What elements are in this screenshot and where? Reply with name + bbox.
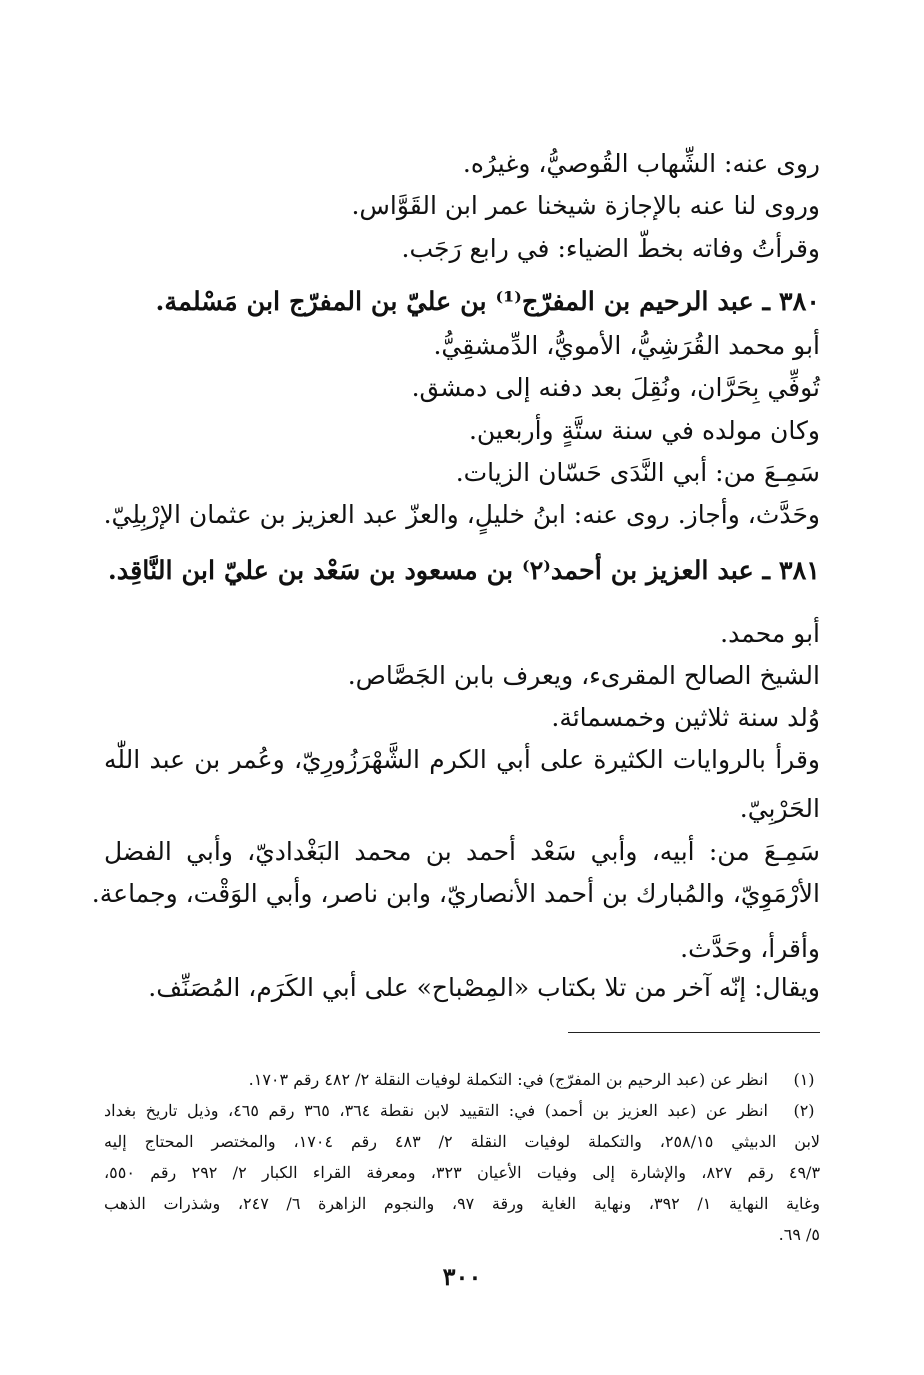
entry-heading-381: ٣٨١ ـ عبد العزيز بن أحمد⁽٢⁾ بن مسعود بن سَعْد بن عليّ ابن النَّاقِد. — [107, 556, 820, 586]
footnote-number: (١) — [793, 1070, 815, 1089]
body-line: سَمِـعَ من: أبيه، وأبي سَعْد أحمد بن محمد البَغْداديّ، وأبي الفضل — [104, 837, 820, 866]
body-line: وأقرأ، وحَدَّث. — [680, 934, 820, 963]
body-line: وقرأ بالروايات الكثيرة على أبي الكرم الشَّهْرَزُورِيّ، وعُمر بن عبد اللّٰه — [104, 745, 820, 774]
body-line: الأرْمَوِيّ، والمُبارك بن أحمد الأنصاريّ، وابن ناصر، وأبي الوَقْت، وجماعة. — [91, 879, 820, 908]
footnote-line: وغاية النهاية ١/ ٣٩٢، ونهاية الغاية ورقة ٩٧، والنجوم الزاهرة ٦/ ٢٤٧، وشذرات الذهب — [104, 1194, 821, 1213]
page-number: ٣٠٠ — [442, 1262, 482, 1291]
footnote-number: (٢) — [793, 1101, 815, 1120]
entry-heading-380: ٣٨٠ ـ عبد الرحيم بن المفرّج⁽¹⁾ بن عليّ بن المفرّج ابن مَسْلمة. — [155, 287, 820, 317]
footnote-line: لابن الدبيثي ٢٥٨/١٥، والتكملة لوفيات النقلة ٢/ ٤٨٣ رقم ١٧٠٤، والمختصر المحتاج إليه — [104, 1132, 821, 1151]
footnote-separator — [568, 1032, 820, 1033]
body-line: تُوفِّي بِحَرَّان، ونُقِلَ بعد دفنه إلى دمشق. — [411, 373, 820, 402]
body-line: وُلد سنة ثلاثين وخمسمائة. — [551, 703, 820, 732]
footnote-line: انظر عن (عبد الرحيم بن المفرّج) في: التكملة لوفيات النقلة ٢/ ٤٨٢ رقم ١٧٠٣. — [248, 1070, 768, 1089]
footnote-line: ٤٩/٣ رقم ٨٢٧، والإشارة إلى وفيات الأعيان ٣٢٣، ومعرفة القراء الكبار ٢/ ٢٩٢ رقم ٥٥٠، — [104, 1163, 821, 1182]
body-line: وكان مولده في سنة ستَّةٍ وأربعين. — [468, 416, 820, 445]
body-line: وقرأتُ وفاته بخطّ الضياء: في رابع رَجَب. — [401, 234, 820, 263]
body-line: روى عنه: الشِّهاب القُوصيُّ، وغيرُه. — [462, 149, 820, 178]
body-line: وحَدَّث، وأجاز. روى عنه: ابنُ خليلٍ، والعزّ عبد العزيز بن عثمان الإرْبِلِيّ. — [103, 500, 820, 529]
body-line: أبو محمد. — [720, 619, 820, 648]
body-line: ويقال: إنّه آخر من تلا بكتاب «المِصْباح» على أبي الكَرَم، المُصَنِّف. — [148, 973, 820, 1002]
body-line: الحَرْبِيّ. — [739, 794, 820, 823]
body-line: أبو محمد القُرَشِيُّ، الأمويُّ، الدِّمشقِيُّ. — [433, 331, 820, 360]
footnote-line: انظر عن (عبد العزيز بن أحمد) في: التقييد لابن نقطة ٣٦٤، ٣٦٥ رقم ٤٦٥، وذيل تاريخ بغداد — [104, 1101, 769, 1120]
body-line: وروى لنا عنه بالإجازة شيخنا عمر ابن القَوَّاس. — [351, 191, 820, 220]
body-line: الشيخ الصالح المقرىء، ويعرف بابن الجَصَّاص. — [347, 661, 820, 690]
footnote-line: ٥/ ٦٩. — [778, 1225, 820, 1244]
body-line: سَمِـعَ من: أبي النَّدَى حَسّان الزيات. — [455, 458, 820, 487]
